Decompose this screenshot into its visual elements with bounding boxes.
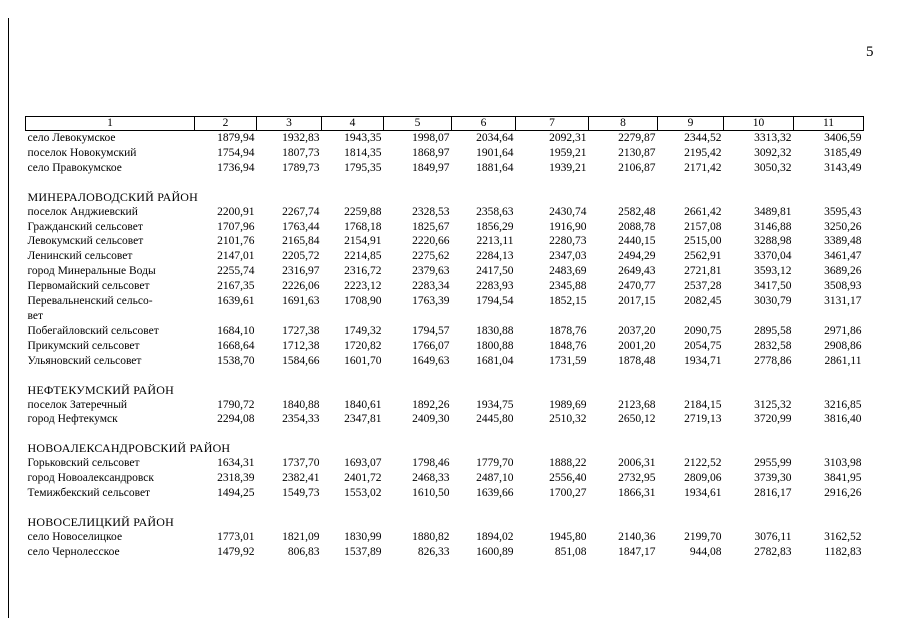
- value-cell: 1892,26: [412, 398, 450, 411]
- table-row: [26, 412, 864, 427]
- settlement-name: Гражданский сельсовет: [27, 220, 143, 233]
- value-cell: 2213,11: [476, 235, 514, 248]
- value-cell: 2778,86: [754, 354, 792, 367]
- value-cell: 2582,48: [618, 205, 656, 218]
- value-cell: 3143,49: [824, 161, 862, 174]
- value-cell: 2267,74: [282, 205, 320, 218]
- value-cell: 2358,63: [476, 205, 514, 218]
- value-cell: 1916,90: [549, 220, 587, 233]
- value-cell: 806,83: [287, 545, 320, 558]
- value-cell: 1807,73: [282, 146, 320, 159]
- value-cell: 3720,99: [754, 413, 792, 426]
- district-heading: НОВОАЛЕКСАНДРОВСКИЙ РАЙОН: [27, 441, 231, 456]
- header-cell: 1: [26, 117, 195, 131]
- value-cell: 1849,97: [412, 161, 450, 174]
- value-cell: 2226,06: [282, 280, 320, 293]
- value-cell: 2721,81: [684, 265, 722, 278]
- value-cell: 1943,35: [344, 132, 382, 144]
- value-cell: 1707,96: [217, 220, 255, 233]
- settlement-name: Перевальненский сельсо-: [27, 295, 153, 308]
- value-cell: 3125,32: [754, 398, 792, 411]
- value-cell: 1601,70: [344, 354, 382, 367]
- value-cell: 1934,75: [476, 398, 514, 411]
- value-cell: 2017,15: [618, 295, 656, 308]
- header-cell: 9: [658, 117, 724, 131]
- value-cell: 1934,71: [684, 354, 722, 367]
- value-cell: 2440,15: [618, 235, 656, 248]
- value-cell: 3370,04: [754, 250, 792, 263]
- value-cell: 1866,31: [618, 487, 656, 500]
- table-row: [26, 234, 864, 249]
- value-cell: 2255,74: [217, 265, 255, 278]
- value-cell: 1494,25: [217, 487, 255, 500]
- value-cell: 2483,69: [549, 265, 587, 278]
- value-cell: 2214,85: [344, 250, 382, 263]
- value-cell: 1763,44: [282, 220, 320, 233]
- value-cell: 3092,32: [754, 146, 792, 159]
- table-row: [26, 456, 864, 471]
- value-cell: 1600,89: [476, 545, 514, 558]
- value-cell: 2171,42: [684, 161, 722, 174]
- empty-cell: [257, 309, 322, 324]
- value-cell: 1880,82: [412, 530, 450, 543]
- value-cell: 3739,30: [754, 472, 792, 485]
- table-row: [26, 205, 864, 220]
- value-cell: 2092,31: [549, 132, 587, 144]
- value-cell: 2195,42: [684, 146, 722, 159]
- value-cell: 2259,88: [344, 205, 382, 218]
- section-spacer: [26, 427, 864, 441]
- value-cell: 2649,43: [618, 265, 656, 278]
- value-cell: 2537,28: [684, 280, 722, 293]
- value-cell: 1830,99: [344, 530, 382, 543]
- value-cell: 2167,35: [217, 280, 255, 293]
- value-cell: 1610,50: [412, 487, 450, 500]
- value-cell: 2417,50: [476, 265, 514, 278]
- value-cell: 1684,10: [217, 324, 255, 337]
- value-cell: 1794,54: [476, 295, 514, 308]
- table-row: [26, 324, 864, 339]
- empty-cell: [322, 309, 384, 324]
- value-cell: 1901,64: [476, 146, 514, 159]
- value-cell: 2562,91: [684, 250, 722, 263]
- header-cell: 11: [794, 117, 864, 131]
- value-cell: 1879,94: [217, 132, 255, 144]
- section-spacer: [26, 501, 864, 515]
- value-cell: 2130,87: [618, 146, 656, 159]
- settlement-name: село Левокумское: [27, 132, 116, 144]
- value-cell: 1959,21: [549, 146, 587, 159]
- value-cell: 1749,32: [344, 324, 382, 337]
- settlement-name: поселок Анджиевский: [27, 205, 138, 218]
- value-cell: 2345,88: [549, 280, 587, 293]
- value-cell: 2223,12: [344, 280, 382, 293]
- settlement-name: Ленинский сельсовет: [27, 250, 133, 263]
- value-cell: 2832,58: [754, 339, 792, 352]
- value-cell: 1700,27: [549, 487, 587, 500]
- value-cell: 2034,64: [476, 132, 514, 144]
- value-cell: 2430,74: [549, 205, 587, 218]
- value-cell: 2147,01: [217, 250, 255, 263]
- value-cell: 2316,97: [282, 265, 320, 278]
- value-cell: 2468,33: [412, 472, 450, 485]
- value-cell: 1182,83: [824, 545, 862, 558]
- table-row: [26, 530, 864, 545]
- settlement-name: поселок Затеречный: [27, 398, 128, 411]
- value-cell: 3185,49: [824, 146, 862, 159]
- settlement-name: вет: [27, 309, 43, 322]
- value-cell: 1681,04: [476, 354, 514, 367]
- table-row: [26, 471, 864, 486]
- table-row: [26, 339, 864, 354]
- value-cell: 1878,76: [549, 324, 587, 337]
- district-heading-row: [26, 441, 864, 456]
- table-row: [26, 220, 864, 235]
- settlement-name: город Нефтекумск: [27, 413, 118, 426]
- value-cell: 2283,34: [412, 280, 450, 293]
- value-cell: 2279,87: [618, 132, 656, 144]
- value-cell: 2401,72: [344, 472, 382, 485]
- value-cell: 1888,22: [549, 457, 587, 470]
- value-cell: 2515,00: [684, 235, 722, 248]
- value-cell: 2650,12: [618, 413, 656, 426]
- spacer-cell: [26, 176, 864, 190]
- district-heading-row: [26, 190, 864, 205]
- spacer-cell: [26, 369, 864, 383]
- settlement-name: село Новоселицкое: [27, 530, 123, 543]
- value-cell: 2280,73: [549, 235, 587, 248]
- value-cell: 2328,53: [412, 205, 450, 218]
- value-cell: 1894,02: [476, 530, 514, 543]
- value-cell: 1800,88: [476, 339, 514, 352]
- value-cell: 3417,50: [754, 280, 792, 293]
- value-cell: 2054,75: [684, 339, 722, 352]
- value-cell: 1934,61: [684, 487, 722, 500]
- value-cell: 1584,66: [282, 354, 320, 367]
- value-cell: 826,33: [417, 545, 450, 558]
- value-cell: 3131,17: [824, 295, 862, 308]
- value-cell: 1537,89: [344, 545, 382, 558]
- value-cell: 2088,78: [618, 220, 656, 233]
- value-cell: 2284,13: [476, 250, 514, 263]
- value-cell: 1790,72: [217, 398, 255, 411]
- value-cell: 1479,92: [217, 545, 255, 558]
- header-cell: 10: [724, 117, 794, 131]
- table-row: [26, 161, 864, 176]
- empty-cell: [724, 309, 794, 324]
- value-cell: 1825,67: [412, 220, 450, 233]
- header-cell: 8: [589, 117, 658, 131]
- value-cell: 2037,20: [618, 324, 656, 337]
- value-cell: 1766,07: [412, 339, 450, 352]
- district-heading-row: [26, 383, 864, 398]
- value-cell: 2732,95: [618, 472, 656, 485]
- value-cell: 2122,52: [684, 457, 722, 470]
- value-cell: 3216,85: [824, 398, 862, 411]
- value-cell: 2316,72: [344, 265, 382, 278]
- empty-cell: [452, 309, 516, 324]
- value-cell: 2487,10: [476, 472, 514, 485]
- table-row: [26, 131, 864, 146]
- value-cell: 1737,70: [282, 457, 320, 470]
- header-cell: 7: [516, 117, 589, 131]
- value-cell: 1932,83: [282, 132, 320, 144]
- header-cell: 2: [195, 117, 257, 131]
- value-cell: 1549,73: [282, 487, 320, 500]
- spacer-cell: [26, 427, 864, 441]
- value-cell: 1538,70: [217, 354, 255, 367]
- value-cell: 2006,31: [618, 457, 656, 470]
- value-cell: 2354,33: [282, 413, 320, 426]
- value-cell: 1856,29: [476, 220, 514, 233]
- value-cell: 1814,35: [344, 146, 382, 159]
- value-cell: 2494,29: [618, 250, 656, 263]
- value-cell: 2347,81: [344, 413, 382, 426]
- value-cell: 2318,39: [217, 472, 255, 485]
- value-cell: 1794,57: [412, 324, 450, 337]
- value-cell: 2140,36: [618, 530, 656, 543]
- value-cell: 1668,64: [217, 339, 255, 352]
- value-cell: 1998,07: [412, 132, 450, 144]
- spacer-cell: [26, 501, 864, 515]
- value-cell: 2106,87: [618, 161, 656, 174]
- header-cell: 4: [322, 117, 384, 131]
- value-cell: 1881,64: [476, 161, 514, 174]
- value-cell: 2294,08: [217, 413, 255, 426]
- settlement-name: Прикумский сельсовет: [27, 339, 140, 352]
- name-continuation-row: [26, 309, 864, 324]
- value-cell: 2445,80: [476, 413, 514, 426]
- value-cell: 3050,32: [754, 161, 792, 174]
- value-cell: 2157,08: [684, 220, 722, 233]
- value-cell: 1939,21: [549, 161, 587, 174]
- settlement-name: Побегайловский сельсовет: [27, 324, 159, 337]
- value-cell: 1731,59: [549, 354, 587, 367]
- value-cell: 1708,90: [344, 295, 382, 308]
- value-cell: 3389,48: [824, 235, 862, 248]
- table-row: [26, 354, 864, 369]
- value-cell: 1639,66: [476, 487, 514, 500]
- value-cell: 1634,31: [217, 457, 255, 470]
- value-cell: 2090,75: [684, 324, 722, 337]
- header-cell: 3: [257, 117, 322, 131]
- table-body: [26, 117, 864, 560]
- value-cell: 3841,95: [824, 472, 862, 485]
- table-row: [26, 146, 864, 161]
- value-cell: 3313,32: [754, 132, 792, 144]
- value-cell: 1639,61: [217, 295, 255, 308]
- table-row: [26, 264, 864, 279]
- header-cell: 5: [384, 117, 452, 131]
- settlement-name: Горьковский сельсовет: [27, 457, 140, 470]
- settlement-name: поселок Новокумский: [27, 146, 137, 159]
- empty-cell: [384, 309, 452, 324]
- value-cell: 944,08: [689, 545, 722, 558]
- value-cell: 2205,72: [282, 250, 320, 263]
- value-cell: 3250,26: [824, 220, 862, 233]
- value-cell: 3461,47: [824, 250, 862, 263]
- value-cell: 1693,07: [344, 457, 382, 470]
- value-cell: 1852,15: [549, 295, 587, 308]
- value-cell: 2908,86: [824, 339, 862, 352]
- value-cell: 2971,86: [824, 324, 862, 337]
- settlement-name: город Новоалександровск: [27, 472, 154, 485]
- value-cell: 2409,30: [412, 413, 450, 426]
- value-cell: 3162,52: [824, 530, 862, 543]
- value-cell: 3076,11: [754, 530, 792, 543]
- section-spacer: [26, 369, 864, 383]
- value-cell: 2816,17: [754, 487, 792, 500]
- value-cell: 1553,02: [344, 487, 382, 500]
- value-cell: 2719,13: [684, 413, 722, 426]
- value-cell: 2001,20: [618, 339, 656, 352]
- value-cell: 2220,66: [412, 235, 450, 248]
- value-cell: 3146,88: [754, 220, 792, 233]
- table-row: [26, 294, 864, 309]
- table-row: [26, 486, 864, 501]
- value-cell: 2379,63: [412, 265, 450, 278]
- value-cell: 2895,58: [754, 324, 792, 337]
- value-cell: 3816,40: [824, 413, 862, 426]
- value-cell: 2955,99: [754, 457, 792, 470]
- empty-cell: [195, 309, 257, 324]
- value-cell: 1868,97: [412, 146, 450, 159]
- value-cell: 3593,12: [754, 265, 792, 278]
- table-row: [26, 545, 864, 560]
- value-cell: 2275,62: [412, 250, 450, 263]
- value-cell: 1727,38: [282, 324, 320, 337]
- empty-cell: [589, 309, 658, 324]
- value-cell: 1649,63: [412, 354, 450, 367]
- value-cell: 2510,32: [549, 413, 587, 426]
- value-cell: 1798,46: [412, 457, 450, 470]
- value-cell: 1989,69: [549, 398, 587, 411]
- section-spacer: [26, 176, 864, 190]
- value-cell: 1840,88: [282, 398, 320, 411]
- value-cell: 2123,68: [618, 398, 656, 411]
- value-cell: 2382,41: [282, 472, 320, 485]
- value-cell: 2347,03: [549, 250, 587, 263]
- value-cell: 1821,09: [282, 530, 320, 543]
- table-row: [26, 279, 864, 294]
- settlement-name: Темижбекский сельсовет: [27, 487, 151, 500]
- district-heading: НОВОСЕЛИЦКИЙ РАЙОН: [27, 514, 175, 529]
- value-cell: 1773,01: [217, 530, 255, 543]
- value-cell: 2101,76: [217, 235, 255, 248]
- value-cell: 1847,17: [618, 545, 656, 558]
- value-cell: 3103,98: [824, 457, 862, 470]
- value-cell: 1768,18: [344, 220, 382, 233]
- district-heading: НЕФТЕКУМСКИЙ РАЙОН: [27, 382, 175, 397]
- tariff-table: [25, 116, 864, 560]
- value-cell: 2184,15: [684, 398, 722, 411]
- value-cell: 3288,98: [754, 235, 792, 248]
- settlement-name: село Чернолесское: [27, 545, 120, 558]
- value-cell: 2283,93: [476, 280, 514, 293]
- value-cell: 2782,83: [754, 545, 792, 558]
- value-cell: 2200,91: [217, 205, 255, 218]
- value-cell: 1840,61: [344, 398, 382, 411]
- value-cell: 1945,80: [549, 530, 587, 543]
- empty-cell: [658, 309, 724, 324]
- value-cell: 1691,63: [282, 295, 320, 308]
- value-cell: 1789,73: [282, 161, 320, 174]
- value-cell: 1763,39: [412, 295, 450, 308]
- value-cell: 2809,06: [684, 472, 722, 485]
- table-row: [26, 398, 864, 413]
- value-cell: 2556,40: [549, 472, 587, 485]
- value-cell: 3489,81: [754, 205, 792, 218]
- value-cell: 2165,84: [282, 235, 320, 248]
- settlement-name: город Минеральные Воды: [27, 265, 156, 278]
- page-number: 5: [866, 44, 874, 60]
- page-left-border: [8, 18, 9, 618]
- value-cell: 2861,11: [824, 354, 862, 367]
- value-cell: 2344,52: [684, 132, 722, 144]
- value-cell: 1720,82: [344, 339, 382, 352]
- table-header-row: [26, 117, 864, 131]
- value-cell: 851,08: [554, 545, 587, 558]
- value-cell: 2199,70: [684, 530, 722, 543]
- value-cell: 3595,43: [824, 205, 862, 218]
- district-heading-row: [26, 515, 864, 530]
- value-cell: 2916,26: [824, 487, 862, 500]
- table-row: [26, 249, 864, 264]
- value-cell: 1795,35: [344, 161, 382, 174]
- value-cell: 2154,91: [344, 235, 382, 248]
- settlement-name: Первомайский сельсовет: [27, 280, 150, 293]
- empty-cell: [516, 309, 589, 324]
- empty-cell: [794, 309, 864, 324]
- value-cell: 1878,48: [618, 354, 656, 367]
- settlement-name: Левокумский сельсовет: [27, 235, 144, 248]
- value-cell: 2661,42: [684, 205, 722, 218]
- value-cell: 1754,94: [217, 146, 255, 159]
- district-heading: МИНЕРАЛОВОДСКИЙ РАЙОН: [27, 189, 199, 204]
- value-cell: 3406,59: [824, 132, 862, 144]
- value-cell: 3689,26: [824, 265, 862, 278]
- header-cell: 6: [452, 117, 516, 131]
- value-cell: 1712,38: [282, 339, 320, 352]
- value-cell: 1779,70: [476, 457, 514, 470]
- value-cell: 2082,45: [684, 295, 722, 308]
- value-cell: 3030,79: [754, 295, 792, 308]
- value-cell: 1830,88: [476, 324, 514, 337]
- value-cell: 2470,77: [618, 280, 656, 293]
- settlement-name: Ульяновский сельсовет: [27, 354, 142, 367]
- value-cell: 3508,93: [824, 280, 862, 293]
- value-cell: 1736,94: [217, 161, 255, 174]
- settlement-name: село Правокумское: [27, 161, 122, 174]
- value-cell: 1848,76: [549, 339, 587, 352]
